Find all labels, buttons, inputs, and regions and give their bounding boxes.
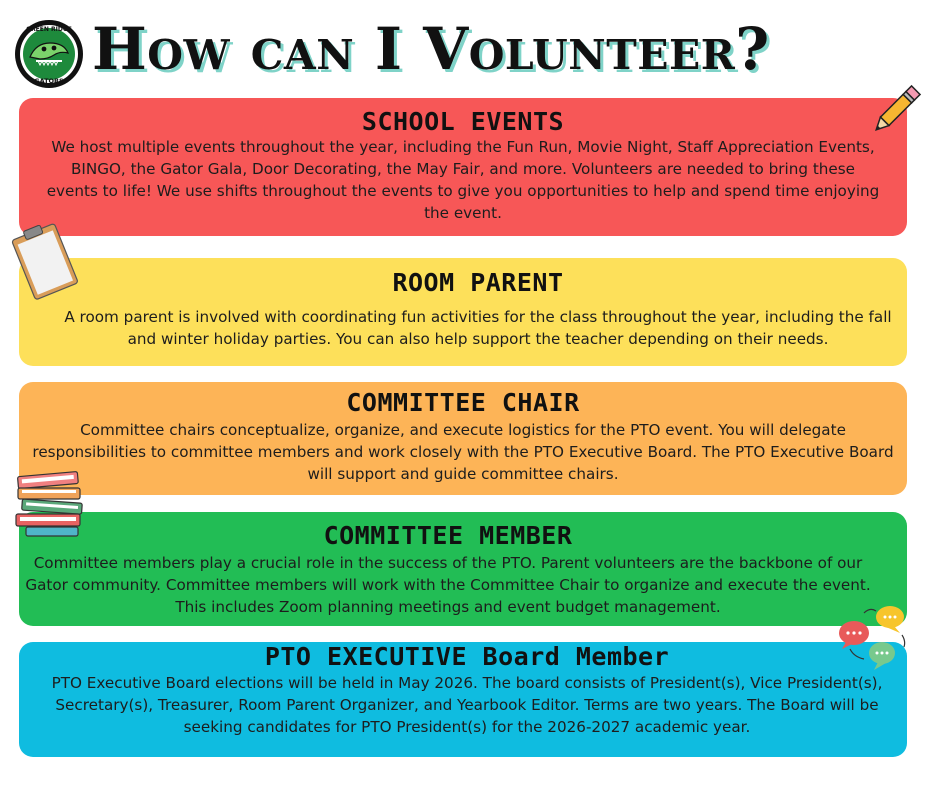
pto-board-body: PTO Executive Board elections will be held in May 2026. The board consists of President(s), Vice President(s), Secretary(s), Treasurer, Room Parent Organizer, and Yearbook Editor. Terms are two years. The Board will be seeking candidates for PTO President(s) for the 2026-2027 academic year. <box>51 674 883 736</box>
pencil-icon <box>866 80 926 140</box>
logo-top-text: GREEN RIDGE <box>26 26 72 33</box>
committee-member-body: Committee members play a crucial role in the success of the PTO. Parent volunteers are the backbone of our Gator community. Committee members will work with the Committee Chair to organize and execute the event. This includes Zoom planning meetings and event budget management. <box>25 554 871 616</box>
committee-chair-heading: COMMITTEE CHAIR <box>346 388 580 417</box>
clipboard-icon <box>4 220 84 304</box>
pto-board-heading: PTO EXECUTIVE Board Member <box>264 642 670 671</box>
page-title: How can I Volunteer? <box>92 15 770 83</box>
chat-bubbles-icon <box>834 603 910 673</box>
school-events-body: We host multiple events throughout the year, including the Fun Run, Movie Night, Staff Appreciation Events, BINGO, the Gator Gala, Door Decorating, the May Fair, and more. Volunteers are needed to bring these events to life! We use shifts throughout the events to give you opportunities to help and spend time enjoying the event. <box>46 138 880 222</box>
card-committee-chair <box>19 382 907 495</box>
school-events-heading: SCHOOL EVENTS <box>361 107 565 136</box>
books-icon <box>12 470 88 538</box>
card-room-parent <box>19 258 907 366</box>
card-pto-executive-board <box>19 642 907 757</box>
card-school-events <box>19 98 907 236</box>
gators-logo <box>14 19 84 89</box>
room-parent-body: A room parent is involved with coordinating fun activities for the class throughout the year, including the fall and winter holiday parties. You can also help support the teacher depending on their needs. <box>64 308 892 348</box>
committee-member-heading: COMMITTEE MEMBER <box>323 521 573 550</box>
card-committee-member <box>19 512 907 626</box>
logo-bottom-text: GATORS <box>34 77 64 85</box>
room-parent-heading: ROOM PARENT <box>392 268 564 297</box>
committee-chair-body: Committee chairs conceptualize, organize, and execute logistics for the PTO event. You will delegate responsibilities to committee members and work closely with the PTO Executive Board. The PTO Executive Board will support and guide committee chairs. <box>32 421 894 483</box>
